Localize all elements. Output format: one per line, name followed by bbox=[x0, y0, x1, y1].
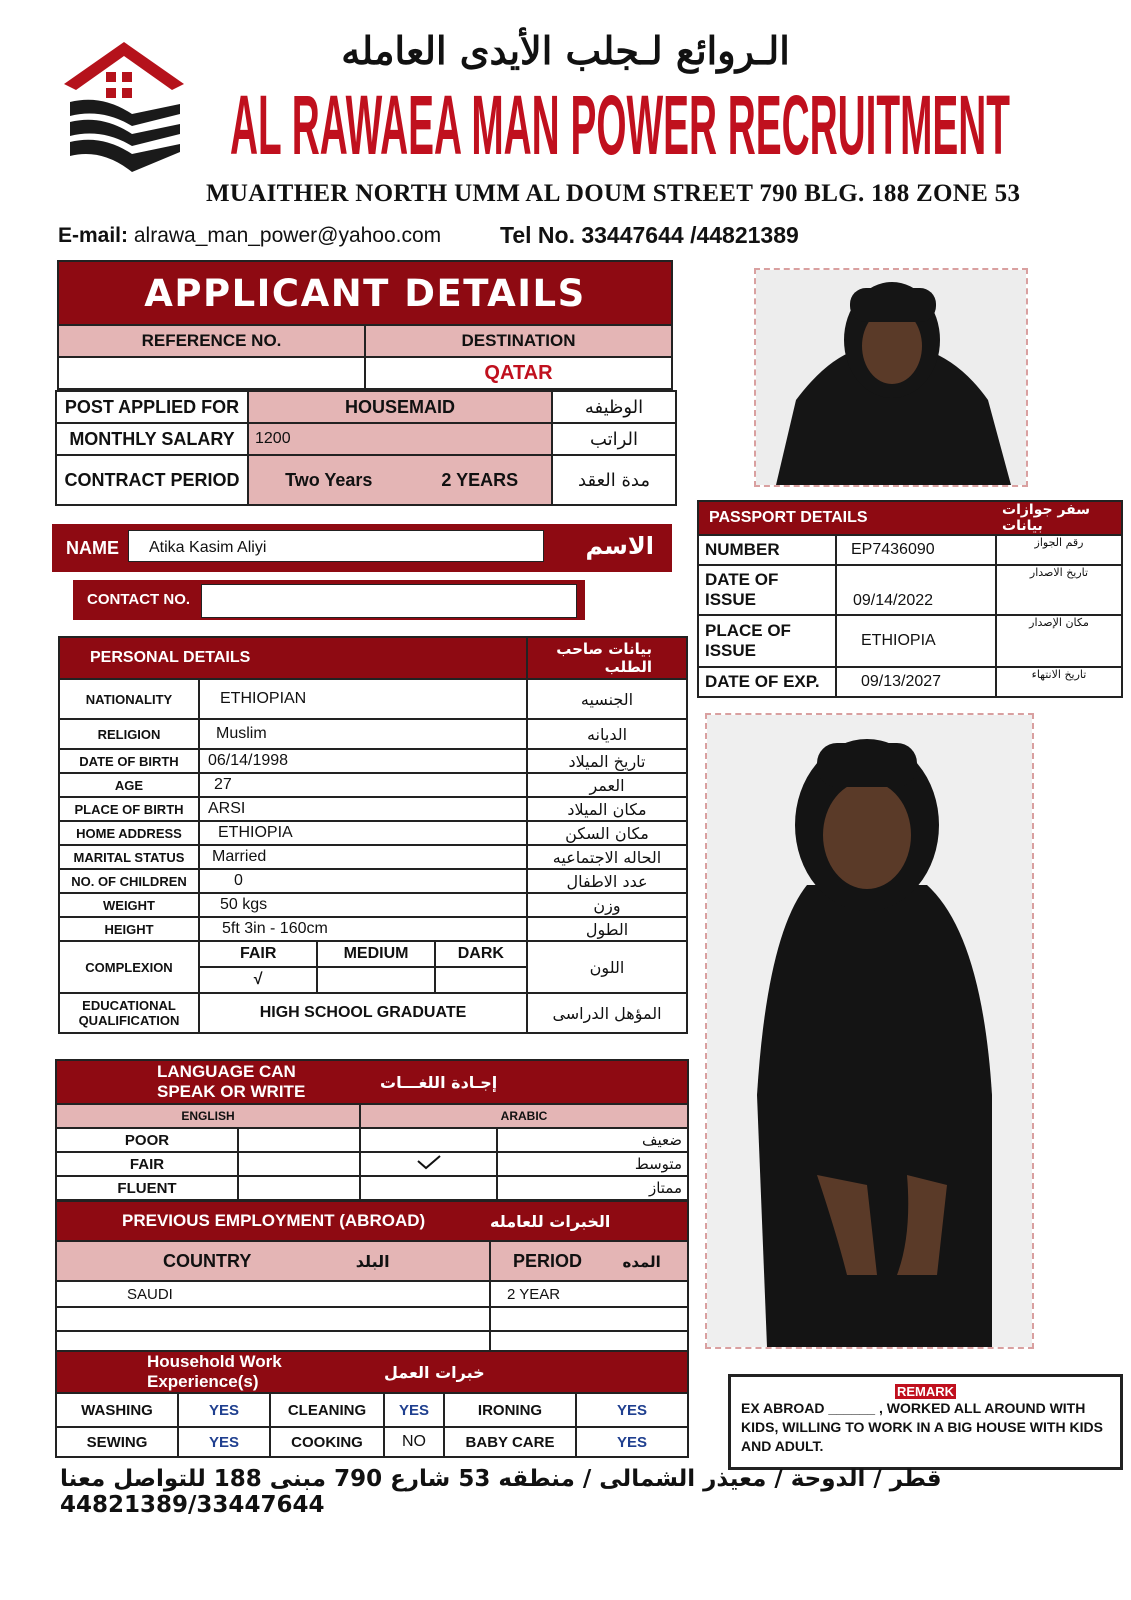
period-arabic: المده bbox=[622, 1252, 661, 1271]
reference-table bbox=[57, 324, 673, 390]
height-arabic: الطول bbox=[527, 917, 687, 941]
country-header bbox=[56, 1241, 490, 1281]
email-address: alrawa_man_power@yahoo.com bbox=[133, 224, 442, 247]
issue-place-label bbox=[698, 615, 836, 667]
complexion-options bbox=[200, 942, 526, 992]
religion-label: RELIGION bbox=[59, 719, 199, 749]
washing-label: WASHING bbox=[56, 1393, 178, 1427]
salary-label: MONTHLY SALARY bbox=[56, 423, 248, 455]
household-heading: Household Work Experience(s) bbox=[56, 1351, 384, 1393]
issue-date-label-line-1: DATE OF bbox=[705, 570, 779, 589]
language-table bbox=[55, 1059, 689, 1201]
arabic-column-label: ARABIC bbox=[360, 1104, 688, 1128]
name-arabic: الاسم bbox=[585, 532, 654, 560]
age-value: 27 bbox=[199, 773, 527, 797]
nationality-value: ETHIOPIAN bbox=[199, 679, 527, 719]
lang-fluent-label: FLUENT bbox=[56, 1176, 238, 1200]
complexion-fair: FAIR bbox=[200, 942, 317, 967]
weight-label: WEIGHT bbox=[59, 893, 199, 917]
company-address: MUAITHER NORTH UMM AL DOUM STREET 790 BLG. 188 ZONE 53 bbox=[206, 180, 1021, 207]
dob-arabic: تاريخ الميلاد bbox=[527, 749, 687, 773]
country-arabic: البلد bbox=[355, 1251, 390, 1271]
employment-row-country: SAUDI bbox=[56, 1281, 490, 1307]
name-value: Atika Kasim Aliyi bbox=[128, 530, 544, 562]
contract-value-years: 2 YEARS bbox=[409, 455, 552, 505]
passport-heading-arabic: سفر جوازات بيانات bbox=[996, 501, 1122, 535]
personal-heading-arabic: بيانات صاحب الطلب bbox=[527, 637, 687, 679]
home-address-value: ETHIOPIA bbox=[199, 821, 527, 845]
lang-fair-arabic-mark bbox=[360, 1152, 497, 1176]
lang-poor-arabic-mark bbox=[360, 1128, 497, 1152]
personal-details-table bbox=[58, 636, 688, 1034]
religion-arabic: الديانه bbox=[527, 719, 687, 749]
destination-label: DESTINATION bbox=[365, 325, 672, 357]
footer-contact: قطر / الدوحة / معيذر الشمالى / منطقه 53 شارع 790 مبنى 188 للتواصل معنا 44821389/33447644 bbox=[60, 1466, 942, 1518]
issue-date-label bbox=[698, 565, 836, 615]
sewing-value: YES bbox=[178, 1427, 270, 1457]
cleaning-value: YES bbox=[384, 1393, 444, 1427]
education-label-line-1: EDUCATIONAL bbox=[82, 998, 176, 1013]
contact-bar bbox=[73, 580, 585, 620]
applicant-details-heading: APPLICANT DETAILS bbox=[57, 260, 673, 326]
employment-table bbox=[55, 1200, 689, 1356]
contract-arabic: مدة العقد bbox=[552, 455, 676, 505]
age-arabic: العمر bbox=[527, 773, 687, 797]
issue-place-value: ETHIOPIA bbox=[836, 615, 996, 667]
lang-fluent-arabic: ممتاز bbox=[497, 1176, 688, 1200]
lang-poor-label: POOR bbox=[56, 1128, 238, 1152]
post-value: HOUSEMAID bbox=[248, 391, 552, 423]
complexion-arabic: اللون bbox=[527, 941, 687, 993]
post-table bbox=[55, 390, 677, 506]
issue-date-arabic: تاريخ الاصدار bbox=[996, 565, 1122, 615]
passport-number-label: NUMBER bbox=[698, 535, 836, 565]
name-bar bbox=[52, 524, 672, 572]
reference-value bbox=[58, 357, 365, 389]
lang-fair-english bbox=[238, 1152, 360, 1176]
education-arabic: المؤهل الدراسى bbox=[527, 993, 687, 1033]
babycare-label: BABY CARE bbox=[444, 1427, 576, 1457]
expiry-date-arabic: تاريخ الانتهاء bbox=[996, 667, 1122, 697]
household-table bbox=[55, 1350, 689, 1458]
complexion-medium: MEDIUM bbox=[317, 942, 434, 967]
reference-label: REFERENCE NO. bbox=[58, 325, 365, 357]
marital-arabic: الحاله الاجتماعيه bbox=[527, 845, 687, 869]
weight-value: 50 kgs bbox=[199, 893, 527, 917]
home-address-label: HOME ADDRESS bbox=[59, 821, 199, 845]
company-name-arabic: الـروائع لـجلب الأيدى العامله bbox=[341, 28, 790, 73]
nationality-arabic: الجنسيه bbox=[527, 679, 687, 719]
nationality-label: NATIONALITY bbox=[59, 679, 199, 719]
employment-heading-arabic: الخبرات للعامله bbox=[490, 1201, 688, 1241]
destination-value: QATAR bbox=[365, 357, 672, 389]
employment-row-country bbox=[56, 1307, 490, 1331]
english-column-label: ENGLISH bbox=[56, 1104, 360, 1128]
height-label: HEIGHT bbox=[59, 917, 199, 941]
marital-value: Married bbox=[199, 845, 527, 869]
contact-label: CONTACT NO. bbox=[87, 591, 191, 608]
ironing-label: IRONING bbox=[444, 1393, 576, 1427]
passport-number-value: EP7436090 bbox=[836, 535, 996, 565]
passport-table bbox=[697, 500, 1123, 698]
pob-arabic: مكان الميلاد bbox=[527, 797, 687, 821]
age-label: AGE bbox=[59, 773, 199, 797]
issue-place-label-line-1: PLACE OF bbox=[705, 621, 791, 640]
ironing-value: YES bbox=[576, 1393, 688, 1427]
cooking-value: NO bbox=[384, 1427, 444, 1457]
svg-text:AL RAWAEA MAN POWER RECRUITMEN: AL RAWAEA MAN POWER RECRUITMENT bbox=[230, 86, 1010, 166]
applicant-photo-full bbox=[705, 713, 1034, 1349]
complexion-dark: DARK bbox=[435, 942, 526, 967]
issue-place-arabic: مكان الإصدار bbox=[996, 615, 1122, 667]
height-value: 5ft 3in - 160cm bbox=[199, 917, 527, 941]
marital-label: MARITAL STATUS bbox=[59, 845, 199, 869]
cooking-label: COOKING bbox=[270, 1427, 384, 1457]
issue-date-label-line-2: ISSUE bbox=[705, 590, 757, 609]
issue-date-value: 09/14/2022 bbox=[836, 565, 996, 615]
children-arabic: عدد الاطفال bbox=[527, 869, 687, 893]
dob-label: DATE OF BIRTH bbox=[59, 749, 199, 773]
children-value: 0 bbox=[199, 869, 527, 893]
checkmark-icon bbox=[416, 1154, 442, 1170]
language-heading-arabic: إجـادة اللغـــات bbox=[360, 1060, 688, 1104]
employment-row-period: 2 YEAR bbox=[490, 1281, 688, 1307]
salary-arabic: الراتب bbox=[552, 423, 676, 455]
babycare-value: YES bbox=[576, 1427, 688, 1457]
remark-box bbox=[728, 1374, 1123, 1470]
religion-value: Muslim bbox=[199, 719, 527, 749]
household-heading-arabic: خبرات العمل bbox=[384, 1351, 688, 1393]
email-line bbox=[58, 224, 441, 248]
remark-text: EX ABROAD ______ , WORKED ALL AROUND WITH KIDS, WILLING TO WORK IN A BIG HOUSE WITH KIDS AND ADULT. bbox=[741, 1400, 1103, 1454]
children-label: NO. OF CHILDREN bbox=[59, 869, 199, 893]
passport-number-arabic: رقم الجواز bbox=[996, 535, 1122, 565]
weight-arabic: وزن bbox=[527, 893, 687, 917]
language-heading: LANGUAGE CAN SPEAK OR WRITE bbox=[56, 1060, 360, 1104]
contract-value-words: Two Years bbox=[248, 455, 409, 505]
complexion-fair-mark: √ bbox=[200, 967, 317, 992]
salary-value: 1200 bbox=[248, 423, 552, 455]
company-name-english bbox=[225, 86, 1015, 166]
email-label: E-mail: bbox=[58, 224, 129, 247]
cleaning-label: CLEANING bbox=[270, 1393, 384, 1427]
country-label: COUNTRY bbox=[163, 1250, 252, 1271]
telephone: Tel No. 33447644 /44821389 bbox=[500, 222, 799, 248]
period-label: PERIOD bbox=[513, 1250, 583, 1271]
pob-label: PLACE OF BIRTH bbox=[59, 797, 199, 821]
employment-heading: PREVIOUS EMPLOYMENT (ABROAD) bbox=[56, 1201, 490, 1241]
passport-heading: PASSPORT DETAILS bbox=[698, 501, 996, 535]
lang-fluent-arabic-mark bbox=[360, 1176, 497, 1200]
lang-fluent-english bbox=[238, 1176, 360, 1200]
complexion-medium-mark bbox=[317, 967, 434, 992]
lang-fair-label: FAIR bbox=[56, 1152, 238, 1176]
name-label: NAME bbox=[66, 538, 119, 558]
expiry-date-label: DATE OF EXP. bbox=[698, 667, 836, 697]
lang-fair-arabic: متوسط bbox=[497, 1152, 688, 1176]
employment-row-period bbox=[490, 1307, 688, 1331]
remark-label: REMARK bbox=[896, 1384, 955, 1399]
expiry-date-value: 09/13/2027 bbox=[836, 667, 996, 697]
issue-place-label-line-2: ISSUE bbox=[705, 641, 757, 660]
lang-poor-english bbox=[238, 1128, 360, 1152]
period-header bbox=[490, 1241, 688, 1281]
education-value: HIGH SCHOOL GRADUATE bbox=[199, 993, 527, 1033]
washing-value: YES bbox=[178, 1393, 270, 1427]
education-label-line-2: QUALIFICATION bbox=[78, 1013, 180, 1028]
complexion-dark-mark bbox=[435, 967, 526, 992]
contract-label: CONTRACT PERIOD bbox=[56, 455, 248, 505]
complexion-label: COMPLEXION bbox=[59, 941, 199, 993]
lang-poor-arabic: ضعيف bbox=[497, 1128, 688, 1152]
sewing-label: SEWING bbox=[56, 1427, 178, 1457]
home-address-arabic: مكان السكن bbox=[527, 821, 687, 845]
personal-heading: PERSONAL DETAILS bbox=[59, 637, 527, 679]
applicant-photo-portrait bbox=[754, 268, 1028, 487]
education-label bbox=[59, 993, 199, 1033]
pob-value: ARSI bbox=[199, 797, 527, 821]
post-arabic: الوظيفه bbox=[552, 391, 676, 423]
dob-value: 06/14/1998 bbox=[199, 749, 527, 773]
contact-value bbox=[201, 584, 577, 618]
post-label: POST APPLIED FOR bbox=[56, 391, 248, 423]
